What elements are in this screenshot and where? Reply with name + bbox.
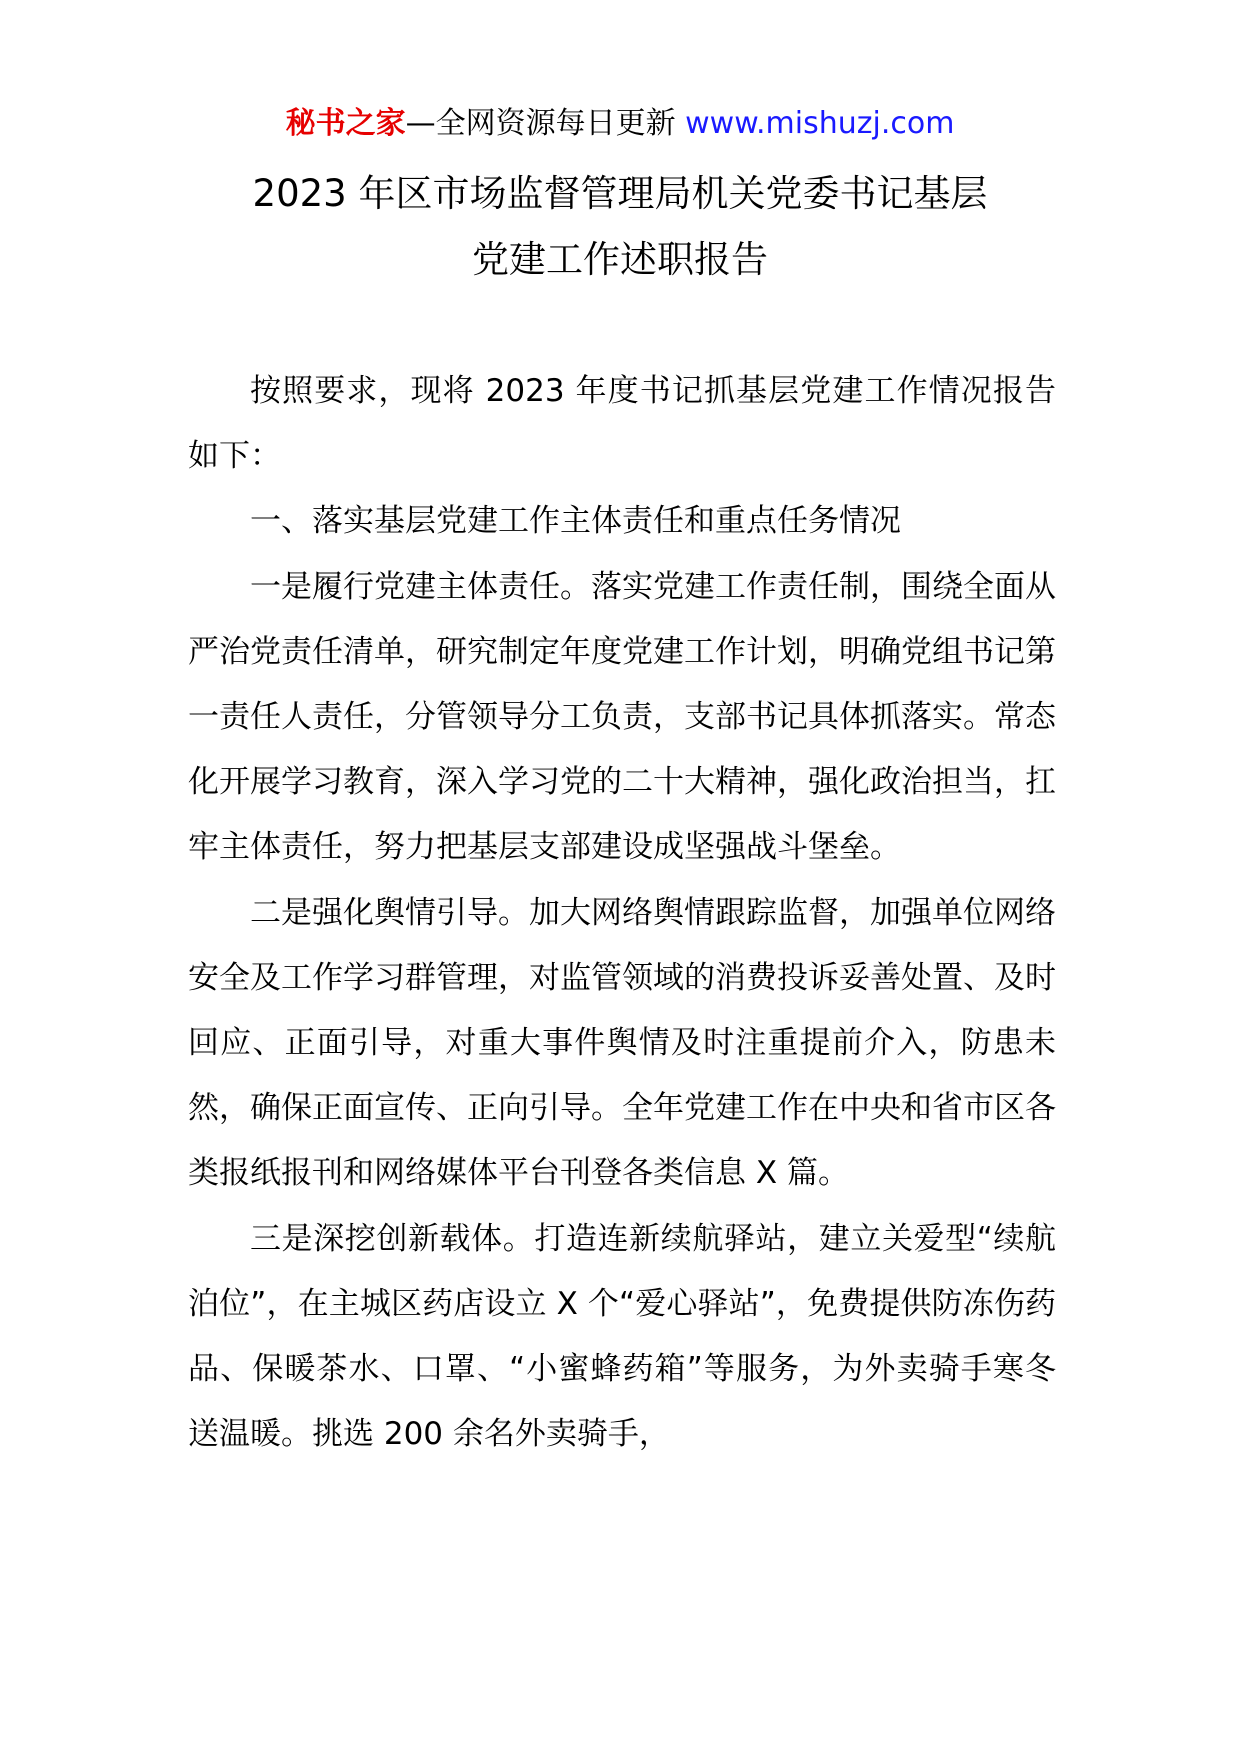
document-title-line-2: 党建工作述职报告 [472,238,768,281]
paragraph-intro: 按照要求，现将 2023 年度书记抓基层党建工作情况报告如下： [188,373,1056,475]
website-link[interactable]: www.mishuzj.com [685,106,955,141]
brand-name: 秘书之家 [285,106,406,141]
watermark-header [0,102,1240,146]
section-heading: 一、落实基层党建工作主体责任和重点任务情况 [250,503,901,540]
paragraph-1: 一是履行党建主体责任。落实党建工作责任制，围绕全面从严治党责任清单，研究制定年度党建工作计划，明确党组书记第一责任人责任，分管领导分工负责，支部书记具体抓落实。常态化开展学习教育，深入学习党的二十大精神，强化政治担当，扛牢主体责任，努力把基层支部建设成坚强战斗堡垒。 [188,568,1056,866]
header-slogan: —全网资源每日更新 [405,106,686,141]
paragraph-2: 二是强化舆情引导。加大网络舆情跟踪监督，加强单位网络安全及工作学习群管理，对监管领域的消费投诉妥善处置、及时回应、正面引导，对重大事件舆情及时注重提前介入，防患未然，确保正面宣传、正向引导。全年党建工作在中央和省市区各类报纸报刊和网络媒体平台刊登各类信息 X 篇。 [188,894,1056,1192]
document-title-line-1: 2023 年区市场监督管理局机关党委书记基层 [252,172,988,215]
document-body [188,359,1056,1467]
paragraph-3: 三是深挖创新载体。打造连新续航驿站，建立关爱型“续航泊位”，在主城区药店设立 X 个“爱心驿站”，免费提供防冻伤药品、保暖茶水、口罩、“小蜜蜂药箱”等服务，为外卖骑手寒冬送温暖。挑选 200 余名外卖骑手， [188,1220,1056,1453]
